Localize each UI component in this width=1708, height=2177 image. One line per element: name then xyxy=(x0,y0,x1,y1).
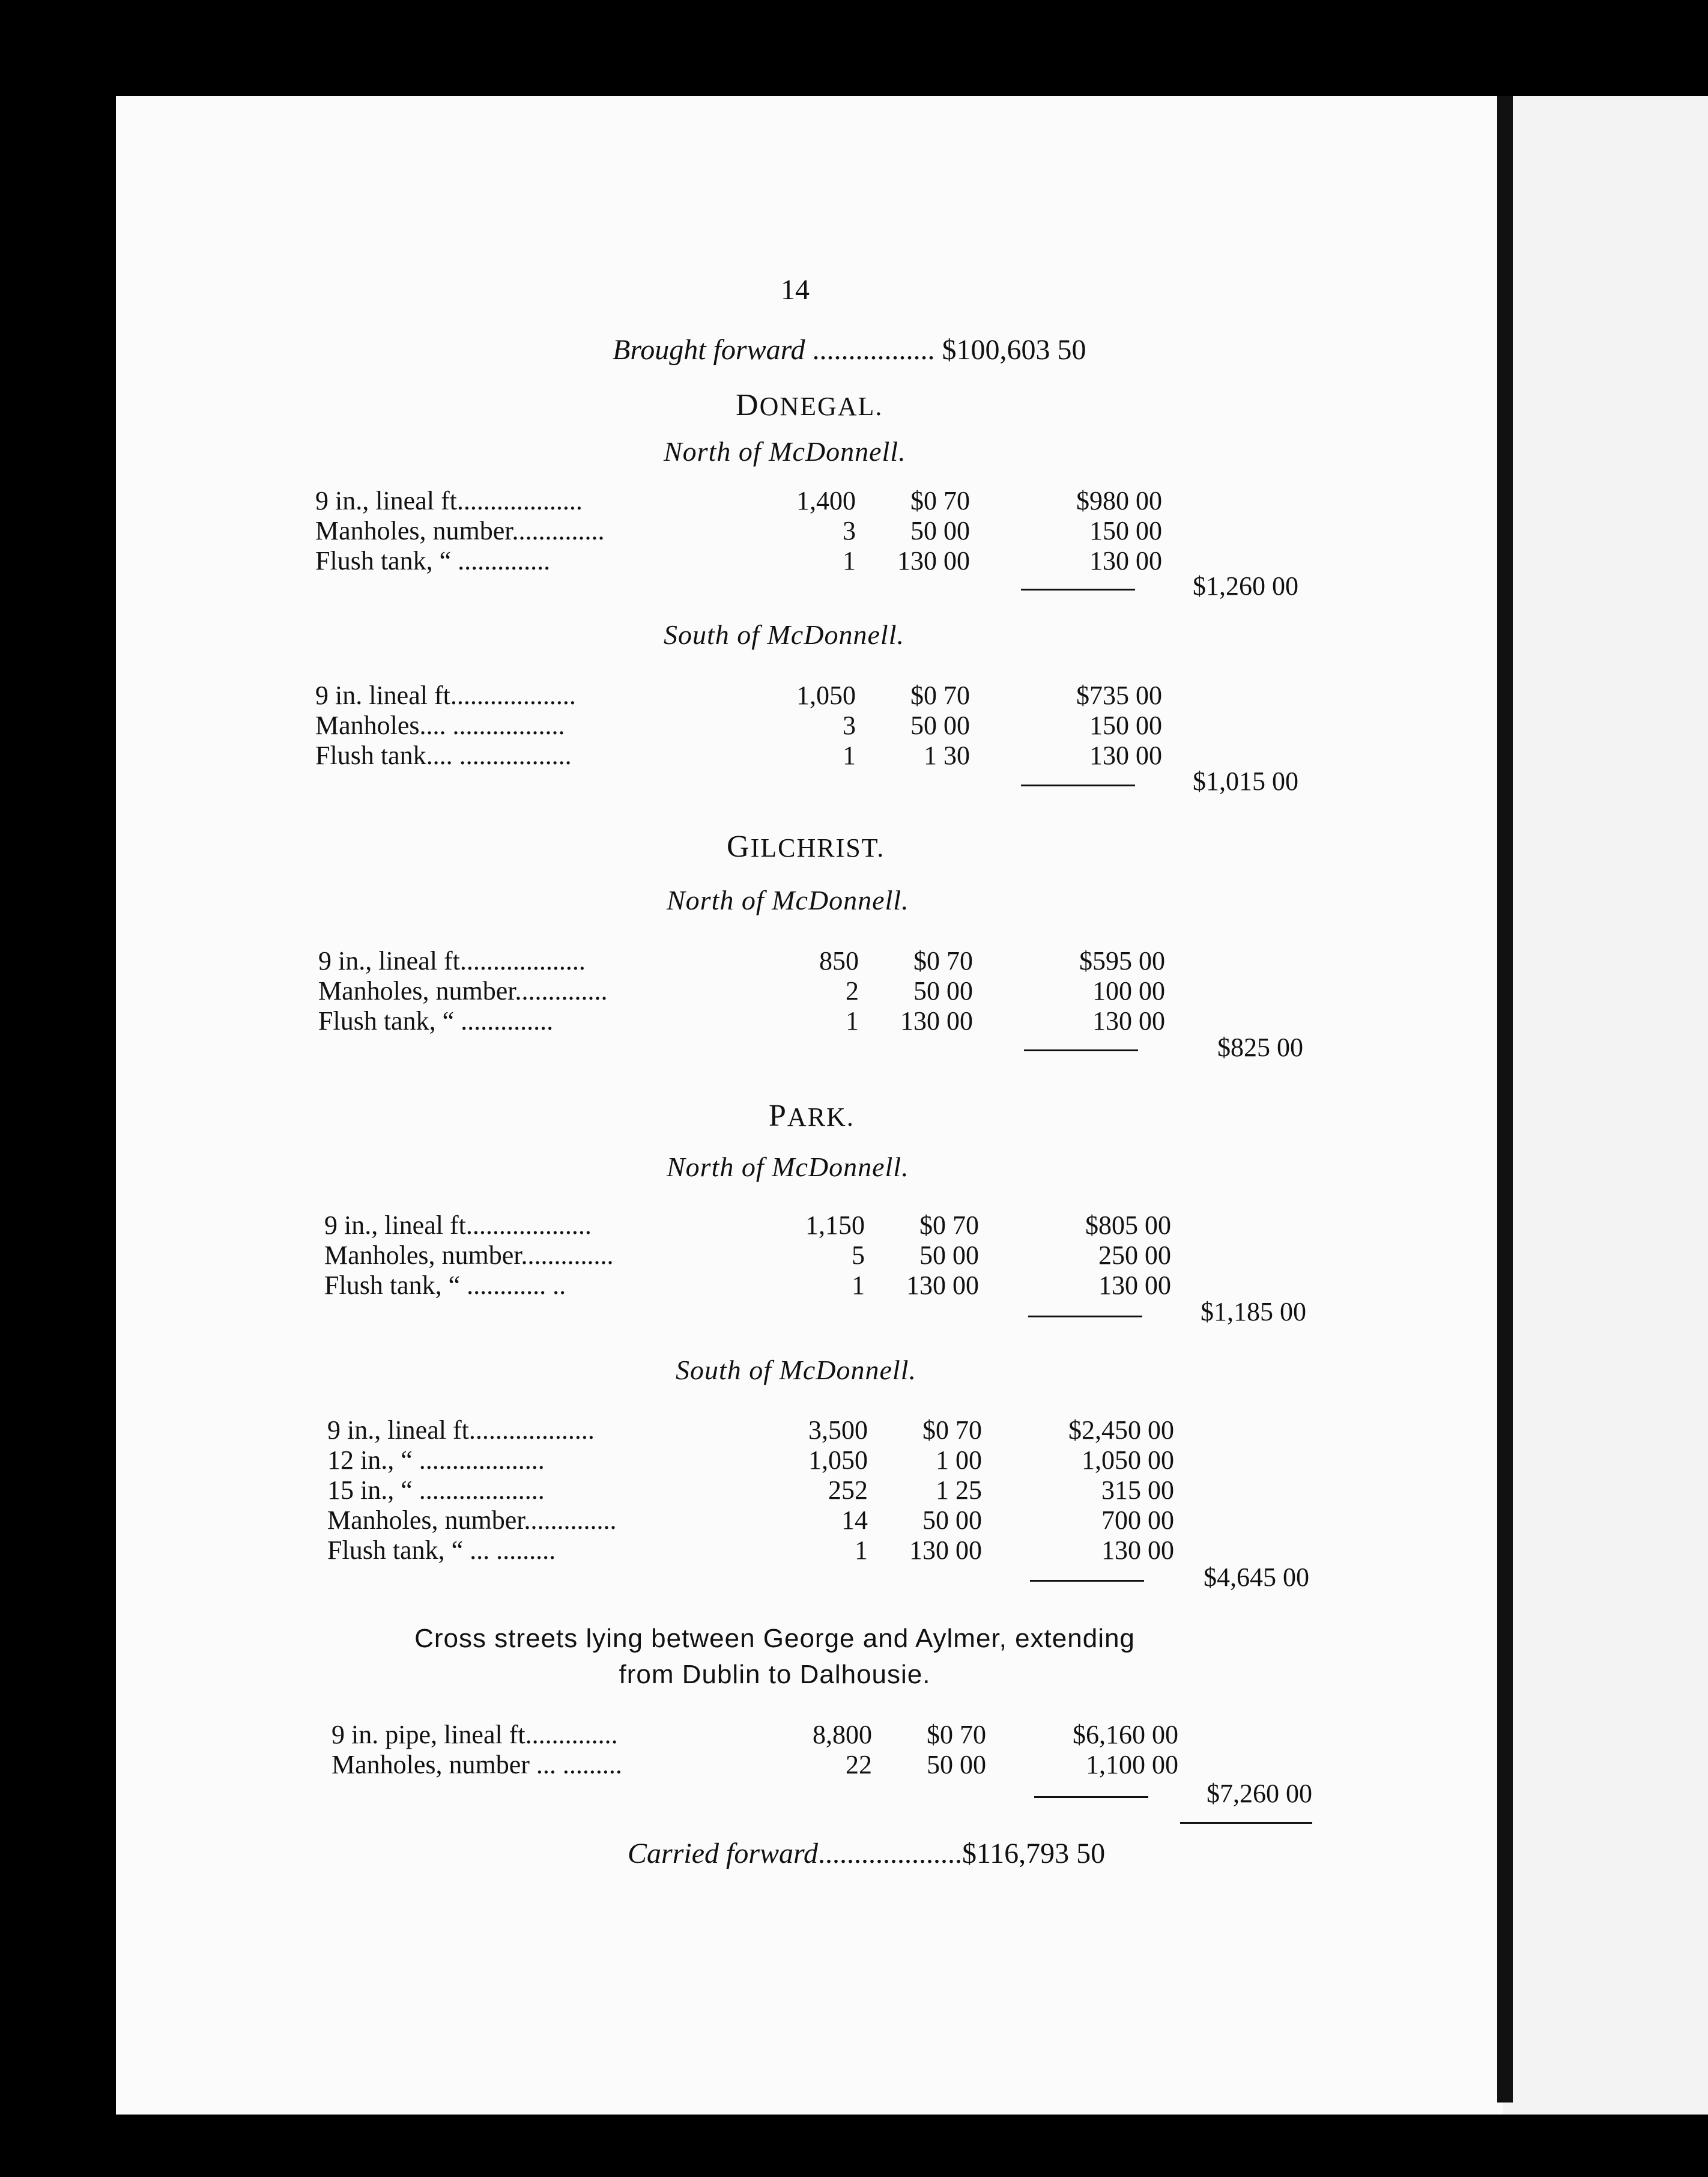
row-description: Flush tank.... ................. xyxy=(315,741,572,770)
row-rate: $0 70 xyxy=(910,681,970,710)
cost-table xyxy=(327,1415,1288,1565)
table-row xyxy=(327,1445,1288,1475)
subtotal-rule xyxy=(1024,1049,1138,1051)
row-rate: 1 30 xyxy=(924,741,970,770)
carried-forward-label: Carried forward xyxy=(628,1838,818,1869)
row-description: Manholes, number ... ......... xyxy=(332,1750,622,1779)
row-quantity: 1 xyxy=(846,1006,859,1036)
subtotal-amount: $1,185 00 xyxy=(1201,1297,1306,1326)
row-quantity: 1,050 xyxy=(808,1445,868,1475)
row-rate: $0 70 xyxy=(919,1210,979,1240)
brought-forward-leader: ................. xyxy=(805,334,942,366)
row-description: 12 in., “ ................... xyxy=(327,1445,545,1475)
subtotal-amount: $7,260 00 xyxy=(1207,1779,1312,1808)
table-row xyxy=(315,710,1276,740)
row-quantity: 850 xyxy=(819,946,859,976)
row-rate: 50 00 xyxy=(910,711,970,740)
table-row xyxy=(327,1505,1288,1535)
row-amount: $980 00 xyxy=(1076,486,1162,515)
street-heading-gilchrist: GILCHRIST. xyxy=(727,830,885,864)
row-rate: $0 70 xyxy=(927,1720,986,1749)
row-rate: 50 00 xyxy=(927,1750,986,1779)
row-rate: 1 25 xyxy=(936,1475,982,1505)
table-row xyxy=(327,1475,1288,1505)
row-quantity: 1 xyxy=(843,546,856,575)
row-quantity: 8,800 xyxy=(813,1720,872,1749)
row-quantity: 1 xyxy=(843,741,856,770)
row-amount: 150 00 xyxy=(1089,516,1162,545)
row-amount: 100 00 xyxy=(1092,976,1165,1006)
street-heading-park: PARK. xyxy=(769,1099,855,1133)
row-rate: 1 00 xyxy=(936,1445,982,1475)
table-row xyxy=(318,976,1279,1006)
table-row xyxy=(324,1210,1285,1240)
row-rate: 50 00 xyxy=(922,1505,982,1535)
row-description: Flush tank, “ ... ......... xyxy=(327,1535,556,1565)
row-quantity: 5 xyxy=(852,1240,865,1270)
row-quantity: 252 xyxy=(828,1475,868,1505)
cross-streets-line-1: Cross streets lying between George and Aylmer, extending xyxy=(414,1624,1135,1653)
row-amount: 130 00 xyxy=(1092,1006,1165,1036)
row-amount: $735 00 xyxy=(1076,681,1162,710)
row-quantity: 3 xyxy=(843,711,856,740)
row-description: 9 in. pipe, lineal ft.............. xyxy=(332,1720,618,1749)
row-quantity: 1 xyxy=(855,1535,868,1565)
row-description: 9 in., lineal ft................... xyxy=(318,946,586,976)
row-description: 9 in., lineal ft................... xyxy=(324,1210,592,1240)
binding-spine xyxy=(1497,96,1513,2103)
row-amount: 250 00 xyxy=(1098,1240,1171,1270)
row-amount: 700 00 xyxy=(1101,1505,1174,1535)
row-description: 9 in. lineal ft................... xyxy=(315,681,576,710)
row-amount: 130 00 xyxy=(1089,741,1162,770)
row-amount: 1,050 00 xyxy=(1082,1445,1174,1475)
row-quantity: 1,150 xyxy=(805,1210,865,1240)
row-description: Flush tank, “ .............. xyxy=(318,1006,554,1036)
row-amount: $6,160 00 xyxy=(1073,1720,1178,1749)
grand-total-rule xyxy=(1180,1822,1312,1824)
row-description: 9 in., lineal ft................... xyxy=(315,486,583,515)
row-amount: 1,100 00 xyxy=(1086,1750,1178,1779)
row-description: Flush tank, “ ............ .. xyxy=(324,1271,566,1300)
subsection-heading: North of McDonnell. xyxy=(664,436,906,467)
row-quantity: 1,400 xyxy=(796,486,856,515)
row-amount: 150 00 xyxy=(1089,711,1162,740)
subtotal-amount: $4,645 00 xyxy=(1204,1562,1309,1592)
cross-streets-heading xyxy=(324,1621,1225,1693)
table-row xyxy=(327,1415,1288,1445)
subsection-heading: South of McDonnell. xyxy=(664,619,904,650)
carried-forward-amount: $116,793 50 xyxy=(962,1838,1106,1869)
row-rate: 130 00 xyxy=(909,1535,982,1565)
street-heading-donegal: DONEGAL. xyxy=(736,388,883,422)
row-rate: 130 00 xyxy=(906,1271,979,1300)
row-description: Manholes, number.............. xyxy=(318,976,608,1006)
table-row xyxy=(332,1749,1292,1779)
subsection-heading: North of McDonnell. xyxy=(667,885,909,915)
row-amount: $805 00 xyxy=(1085,1210,1171,1240)
row-rate: 50 00 xyxy=(910,516,970,545)
row-description: Manholes, number.............. xyxy=(315,516,605,545)
brought-forward-amount: $100,603 50 xyxy=(942,334,1086,366)
table-row xyxy=(318,1006,1279,1036)
carried-forward-leader: .................... xyxy=(817,1838,962,1869)
row-quantity: 1 xyxy=(852,1271,865,1300)
row-quantity: 3 xyxy=(843,516,856,545)
row-description: Manholes, number.............. xyxy=(327,1505,617,1535)
table-row xyxy=(324,1270,1285,1300)
row-rate: 50 00 xyxy=(919,1240,979,1270)
row-quantity: 22 xyxy=(846,1750,872,1779)
row-rate: $0 70 xyxy=(913,946,973,976)
row-rate: $0 70 xyxy=(910,486,970,515)
subtotal-amount: $1,015 00 xyxy=(1193,767,1298,796)
row-rate: 130 00 xyxy=(900,1006,973,1036)
row-rate: 130 00 xyxy=(897,546,970,575)
subtotal-amount: $825 00 xyxy=(1217,1033,1303,1062)
row-description: Flush tank, “ .............. xyxy=(315,546,551,575)
page-number: 14 xyxy=(781,274,810,306)
table-row xyxy=(318,946,1279,976)
subsection-heading: South of McDonnell. xyxy=(676,1355,916,1385)
cost-table xyxy=(324,1210,1285,1300)
row-quantity: 1,050 xyxy=(796,681,856,710)
brought-forward-line xyxy=(613,333,1086,366)
subtotal-amount: $1,260 00 xyxy=(1193,571,1298,601)
subsection-heading: North of McDonnell. xyxy=(667,1152,909,1182)
row-description: 15 in., “ ................... xyxy=(327,1475,545,1505)
carried-forward-line xyxy=(628,1837,1105,1870)
row-amount: $2,450 00 xyxy=(1068,1415,1174,1445)
cost-table xyxy=(332,1719,1292,1779)
subtotal-rule xyxy=(1028,1316,1142,1317)
row-amount: 315 00 xyxy=(1101,1475,1174,1505)
row-rate: 50 00 xyxy=(913,976,973,1006)
cost-table xyxy=(318,946,1279,1036)
row-amount: $595 00 xyxy=(1079,946,1165,976)
table-row xyxy=(315,485,1276,515)
table-row xyxy=(315,680,1276,710)
row-quantity: 2 xyxy=(846,976,859,1006)
cost-table xyxy=(315,680,1276,770)
row-quantity: 3,500 xyxy=(808,1415,868,1445)
row-description: Manholes, number.............. xyxy=(324,1240,614,1270)
row-quantity: 14 xyxy=(841,1505,868,1535)
brought-forward-label: Brought forward xyxy=(613,334,805,366)
cost-table xyxy=(315,485,1276,575)
table-row xyxy=(324,1240,1285,1270)
table-row xyxy=(332,1719,1292,1749)
facing-page xyxy=(1503,96,1708,2115)
subtotal-rule xyxy=(1030,1580,1144,1582)
row-description: 9 in., lineal ft................... xyxy=(327,1415,595,1445)
row-rate: $0 70 xyxy=(922,1415,982,1445)
row-amount: 130 00 xyxy=(1098,1271,1171,1300)
subtotal-rule xyxy=(1034,1796,1148,1798)
row-description: Manholes.... ................. xyxy=(315,711,565,740)
table-row xyxy=(315,515,1276,545)
cross-streets-line-2: from Dublin to Dalhousie. xyxy=(619,1660,931,1689)
row-amount: 130 00 xyxy=(1089,546,1162,575)
table-row xyxy=(327,1535,1288,1565)
row-amount: 130 00 xyxy=(1101,1535,1174,1565)
